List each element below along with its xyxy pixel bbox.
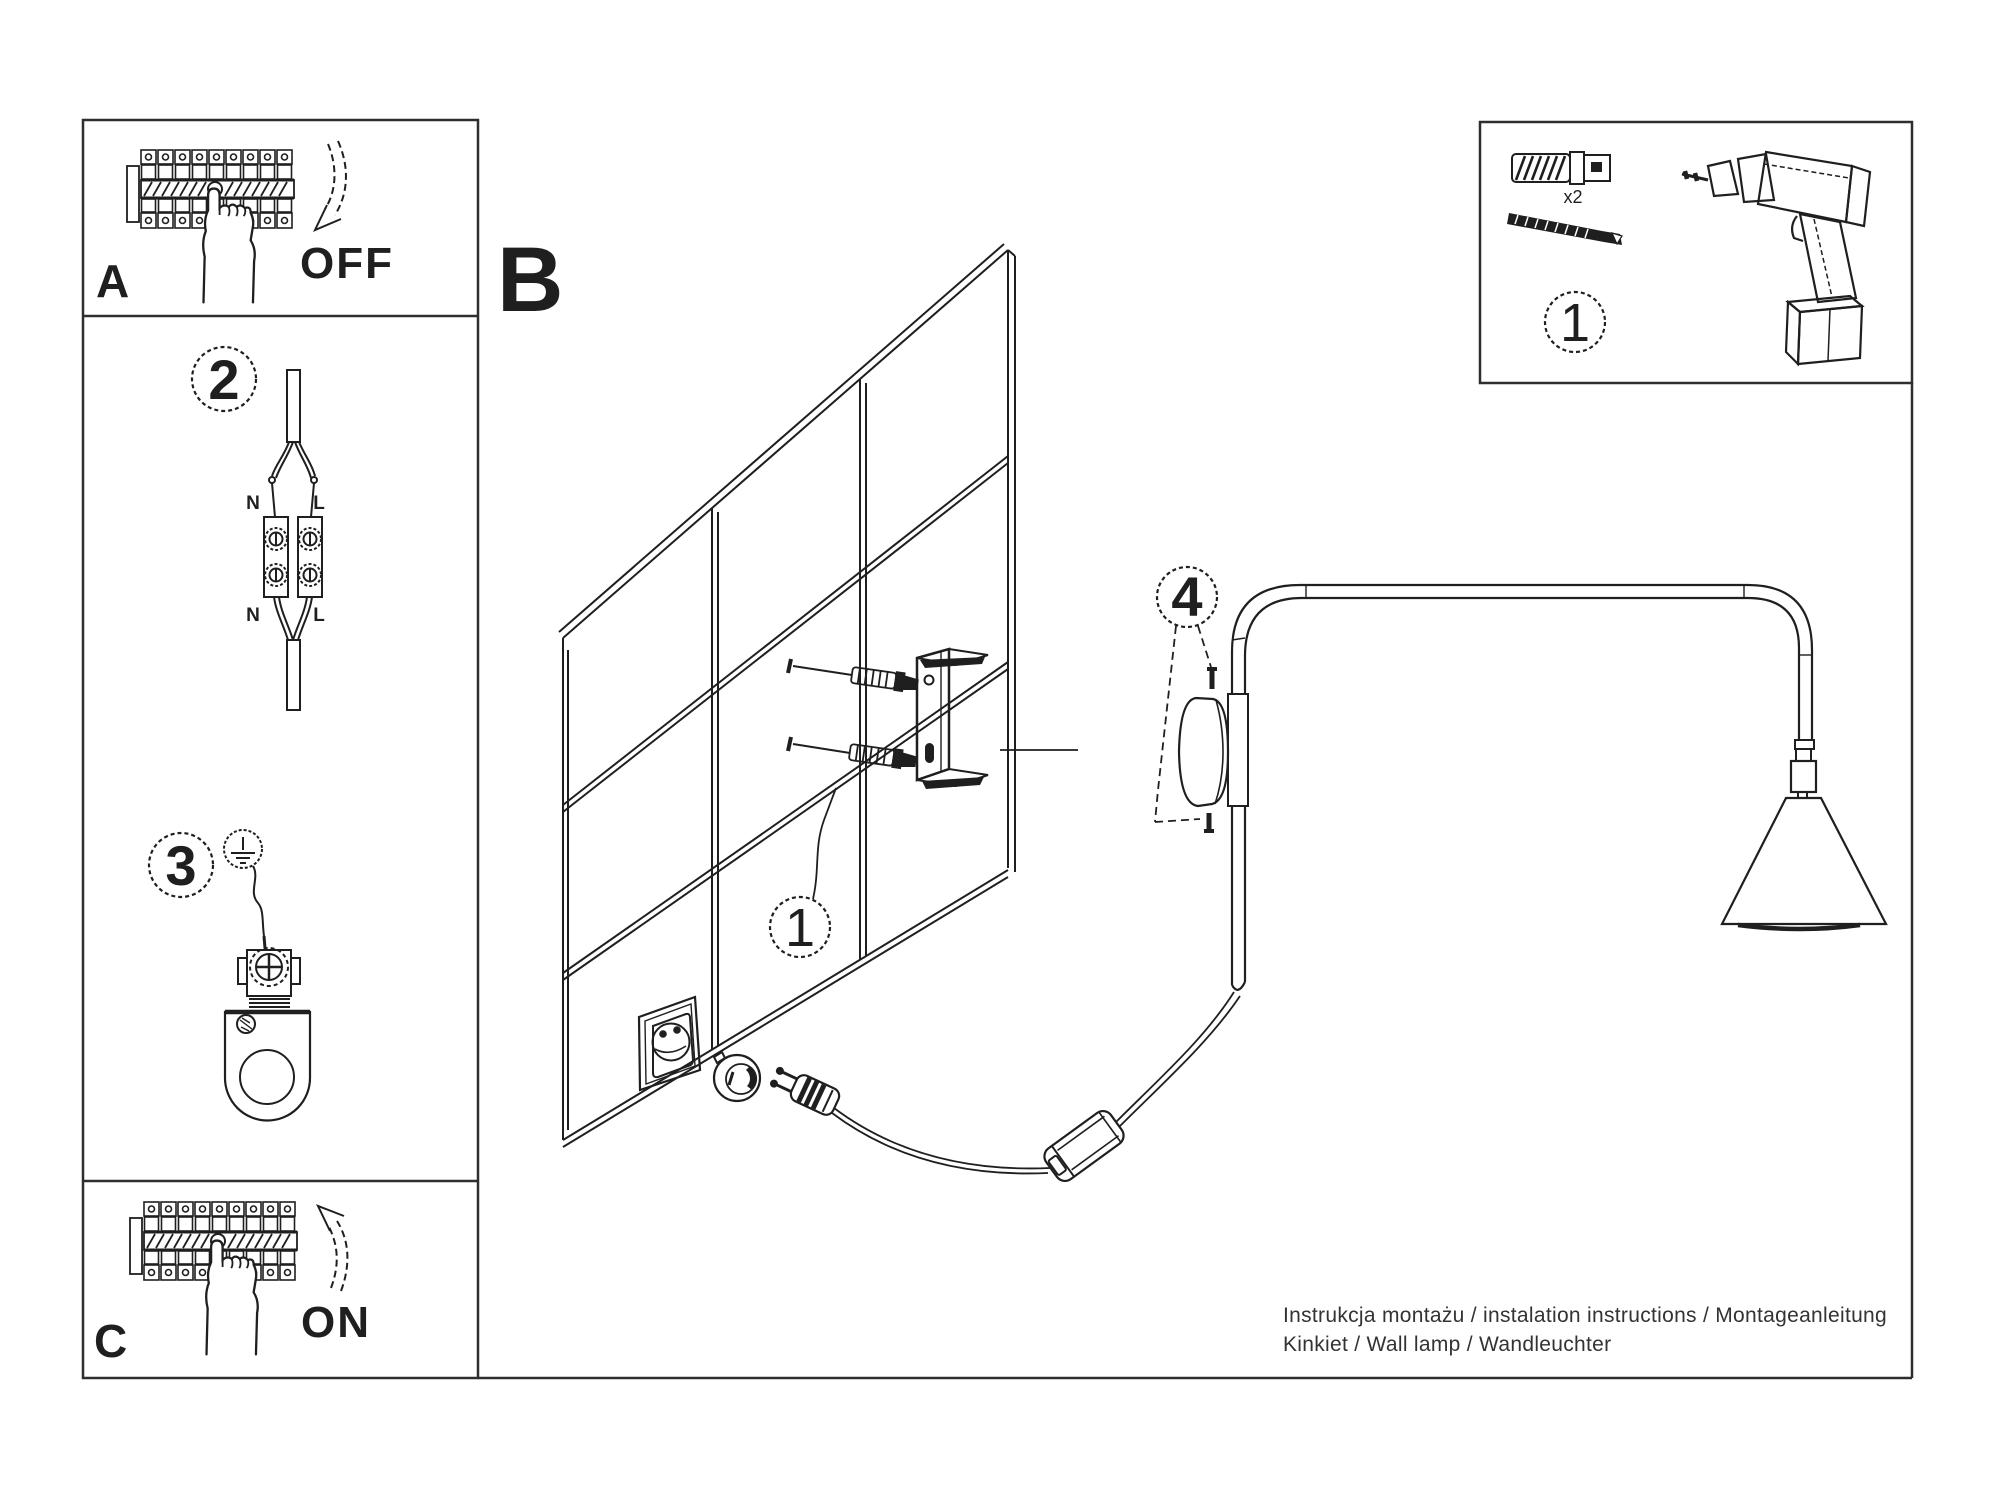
lamp-socket (1791, 740, 1816, 798)
lamp-canopy (1179, 667, 1248, 833)
terminal-screws (265, 528, 321, 586)
step-1-kit-number: 1 (1559, 293, 1591, 353)
panel-a-label: A (96, 255, 130, 307)
panel-c-label: C (94, 1315, 128, 1367)
panel-a (96, 141, 394, 307)
mounting-hardware (770, 649, 988, 958)
step-3-number: 3 (165, 834, 197, 897)
footer-line-2: Kinkiet / Wall lamp / Wandleuchter (1283, 1333, 1612, 1356)
grounding-step (149, 830, 310, 1121)
ground-symbol-icon (224, 830, 262, 868)
wall-bracket-icon (225, 1012, 310, 1121)
wall-socket-icon (639, 997, 700, 1090)
parts-box (1507, 152, 1870, 364)
mains-cable-bottom (274, 597, 312, 710)
section-b-label: B (497, 229, 564, 331)
step-1-kit-badge (1545, 292, 1605, 353)
hand-pointer-icon (203, 189, 255, 303)
left-column-frame (83, 120, 478, 1378)
lamp-arm (1232, 585, 1812, 990)
wall-illustration (559, 244, 1078, 1147)
step-1-wall-number: 1 (784, 898, 816, 958)
off-arrow-icon (315, 141, 346, 230)
ground-terminal-icon (238, 948, 300, 1007)
step-3-badge (149, 833, 213, 897)
drill-icon (1682, 152, 1870, 364)
panel-c-state: ON (301, 1298, 371, 1347)
sheet-frame (83, 120, 1912, 1378)
anchor-count-label: x2 (1563, 187, 1583, 207)
power-connection (639, 992, 1240, 1185)
plug-adapter-icon (714, 1052, 760, 1101)
panel-c (94, 1202, 371, 1367)
wire-label-n-bottom: N (246, 605, 260, 626)
step-2-number: 2 (208, 348, 240, 411)
power-plug-icon (768, 1063, 841, 1117)
wire-label-l-bottom: L (313, 605, 325, 626)
footer-line-1: Instrukcja montażu / instalation instructions / Montageanleitung (1283, 1304, 1888, 1327)
canopy-screw-top (1207, 667, 1217, 689)
canopy-screw-bottom (1204, 813, 1214, 833)
wire-label-l-top: L (313, 493, 325, 514)
mounting-screw-1 (788, 659, 852, 675)
wiring-step (192, 347, 325, 710)
kit-anchor-icon (1512, 152, 1610, 184)
wire-label-n-top: N (246, 493, 260, 514)
step-2-badge (192, 347, 256, 411)
ground-wire (253, 866, 264, 936)
step-4-number: 4 (1171, 565, 1203, 628)
lamp-shade-cone (1722, 798, 1886, 929)
mounting-screw-2 (788, 737, 850, 753)
footer (1283, 1304, 1887, 1356)
wall-lamp-illustration (1155, 565, 1886, 990)
on-arrow-icon (318, 1206, 347, 1291)
kit-screw-icon (1507, 213, 1622, 245)
mains-cable-top (269, 370, 317, 517)
power-cord (832, 992, 1240, 1173)
panel-a-state: OFF (300, 239, 394, 288)
step-1-wall-badge (770, 788, 836, 958)
terminal-block-icon (264, 517, 322, 597)
hand-pointer-icon (206, 1241, 258, 1355)
inline-switch-icon (1040, 1107, 1127, 1185)
